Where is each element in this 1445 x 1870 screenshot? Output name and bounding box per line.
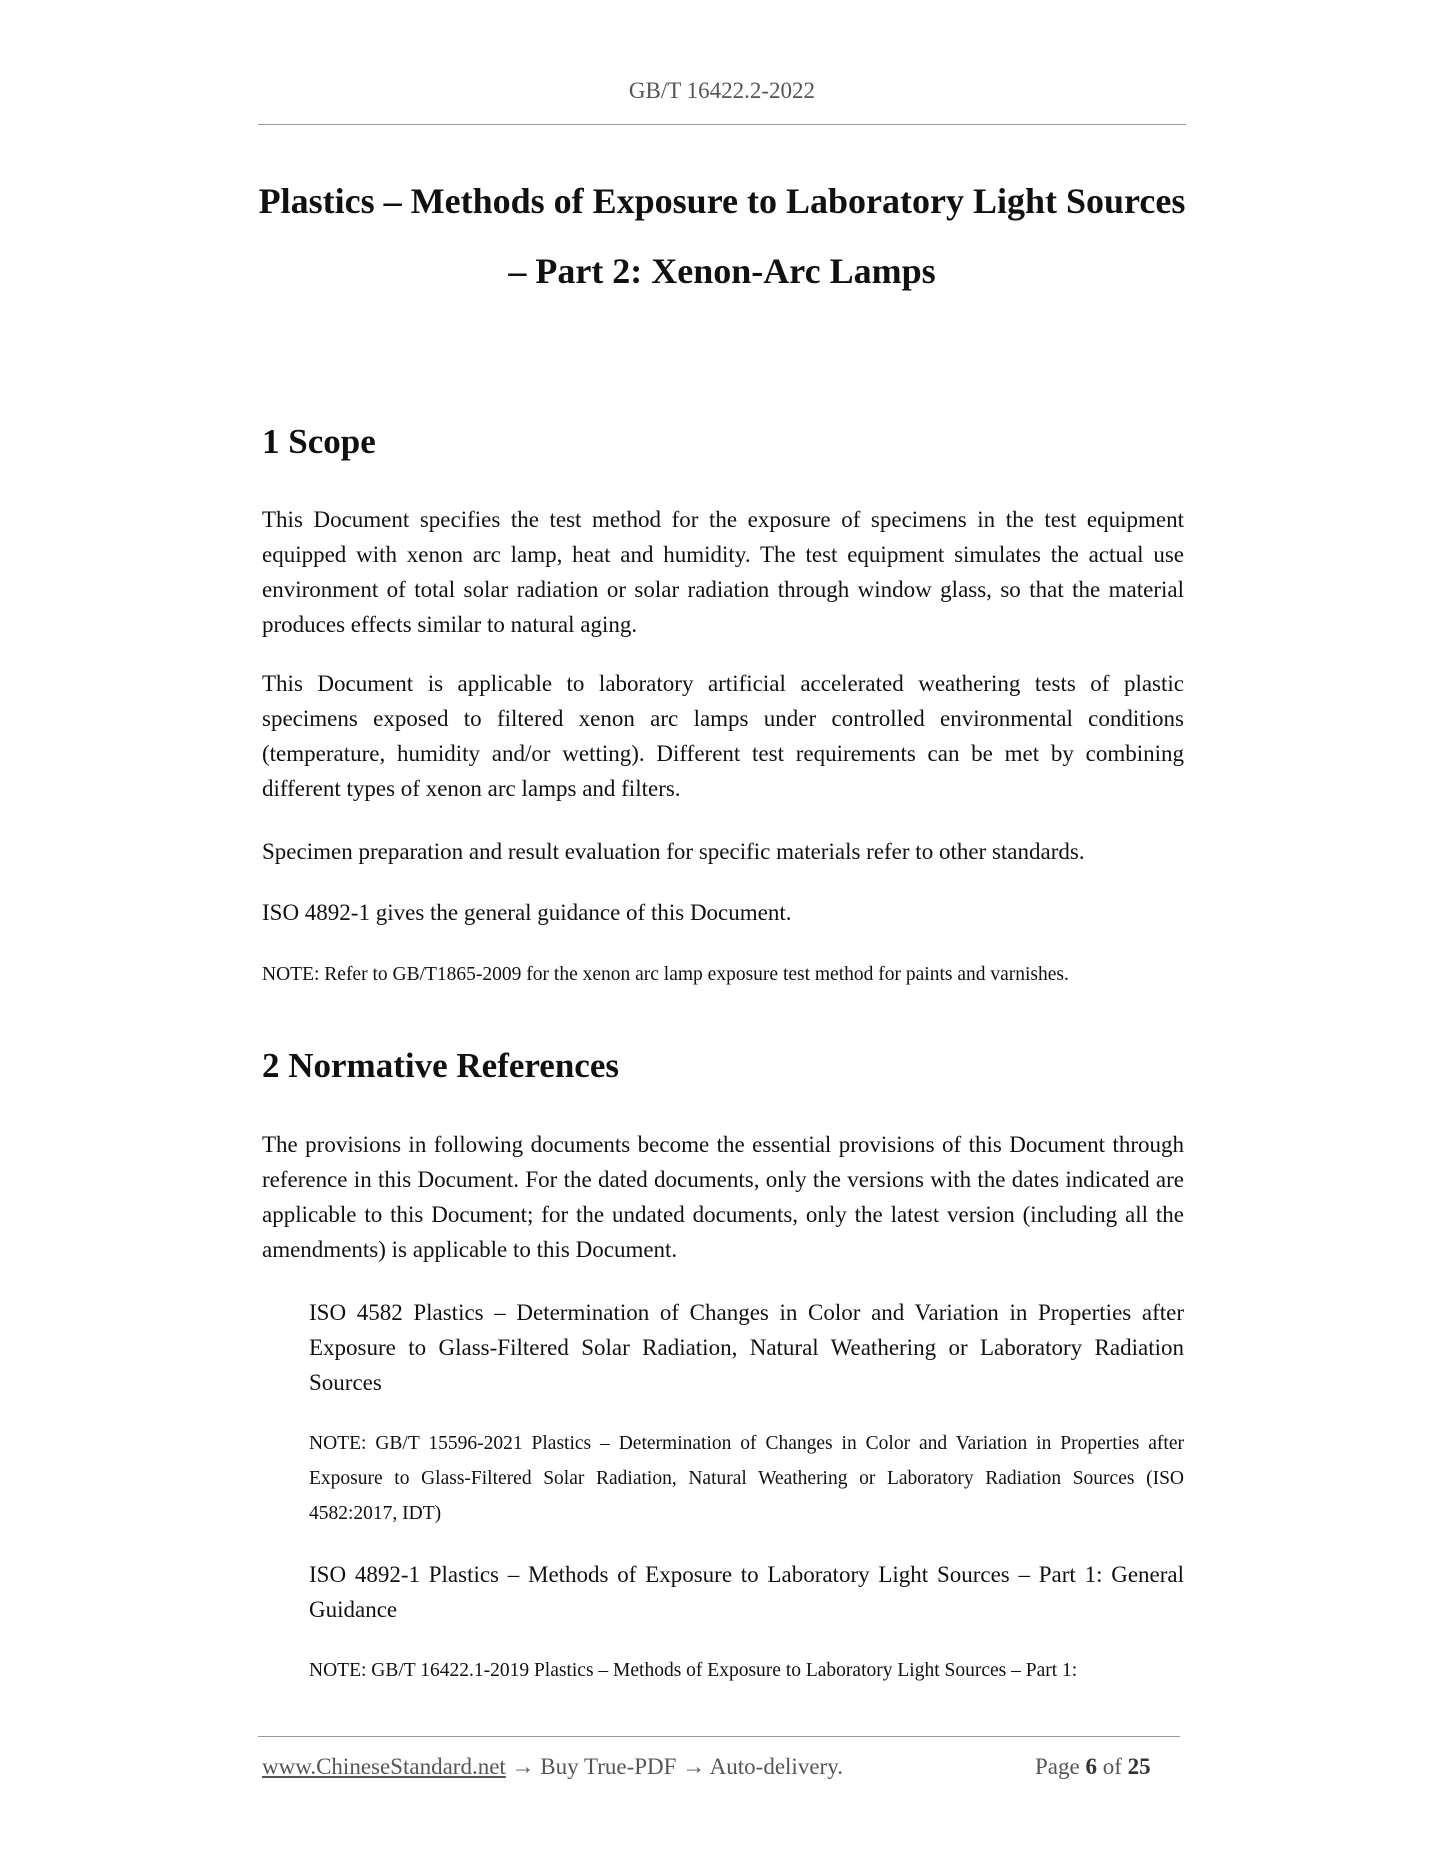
scope-note: NOTE: Refer to GB/T1865-2009 for the xenon arc lamp exposure test method for paints and varnishes. <box>262 964 1069 985</box>
page-total: 25 <box>1127 1754 1151 1779</box>
section-2-heading: 2 Normative References <box>262 1046 619 1085</box>
scope-paragraph-4: ISO 4892-1 gives the general guidance of this Document. <box>262 900 792 925</box>
footer-promo <box>262 1754 843 1780</box>
document-title-line-1: Plastics – Methods of Exposure to Laboratory Light Sources <box>258 181 1186 221</box>
running-header: GB/T 16422.2-2022 <box>628 78 816 103</box>
reference-note-iso-4582: NOTE: GB/T 15596-2021 Plastics – Determination of Changes in Color and Variation in Properties after Exposure to Glass-Filtered Solar Radiation, Natural Weathering or Laboratory Radiation Sources (ISO 4582:2017, IDT) <box>309 1433 1184 1524</box>
reference-item-iso-4892-1: ISO 4892-1 Plastics – Methods of Exposure to Laboratory Light Sources – Part 1: General Guidance <box>309 1562 1184 1622</box>
page-indicator <box>1035 1754 1151 1780</box>
references-intro: The provisions in following documents become the essential provisions of this Document through reference in this Document. For the dated documents, only the versions with the dates indicated are applicable to this Document; for the undated documents, only the latest version (including all the amendments) is applicable to this Document. <box>262 1132 1184 1262</box>
scope-paragraph-3: Specimen preparation and result evaluation for specific materials refer to other standards. <box>262 839 1085 864</box>
page-current: 6 <box>1085 1754 1097 1779</box>
scope-paragraph-2: This Document is applicable to laboratory artificial accelerated weathering tests of plastic specimens exposed to filtered xenon arc lamps under controlled environmental conditions (temperature, humidity and/or wetting). Different test requirements can be met by combining different types of xenon arc lamps and filters. <box>262 671 1184 801</box>
scope-paragraph-1: This Document specifies the test method for the exposure of specimens in the test equipment equipped with xenon arc lamp, heat and humidity. The test equipment simulates the actual use environment of total solar radiation or solar radiation through window glass, so that the material produces effects similar to natural aging. <box>262 507 1184 637</box>
page-of-label: of <box>1102 1754 1122 1779</box>
website-link[interactable]: www.ChineseStandard.net <box>262 1754 506 1779</box>
footer-delivery-text: Auto-delivery. <box>709 1754 843 1779</box>
reference-item-iso-4582: ISO 4582 Plastics – Determination of Changes in Color and Variation in Properties after Exposure to Glass-Filtered Solar Radiation, Natural Weathering or Laboratory Radiation Sources <box>309 1300 1184 1395</box>
page-label: Page <box>1035 1754 1080 1779</box>
reference-note-iso-4892-1: NOTE: GB/T 16422.1-2019 Plastics – Methods of Exposure to Laboratory Light Sources – Part 1: <box>309 1660 1078 1681</box>
header-divider <box>258 124 1186 125</box>
footer-buy-text: Buy True-PDF <box>540 1754 677 1779</box>
document-title-line-2: – Part 2: Xenon-Arc Lamps <box>508 251 936 291</box>
section-1-heading: 1 Scope <box>262 422 376 461</box>
footer-divider <box>258 1736 1180 1737</box>
arrow-right-icon: → <box>682 1754 706 1779</box>
arrow-right-icon: → <box>511 1754 535 1779</box>
